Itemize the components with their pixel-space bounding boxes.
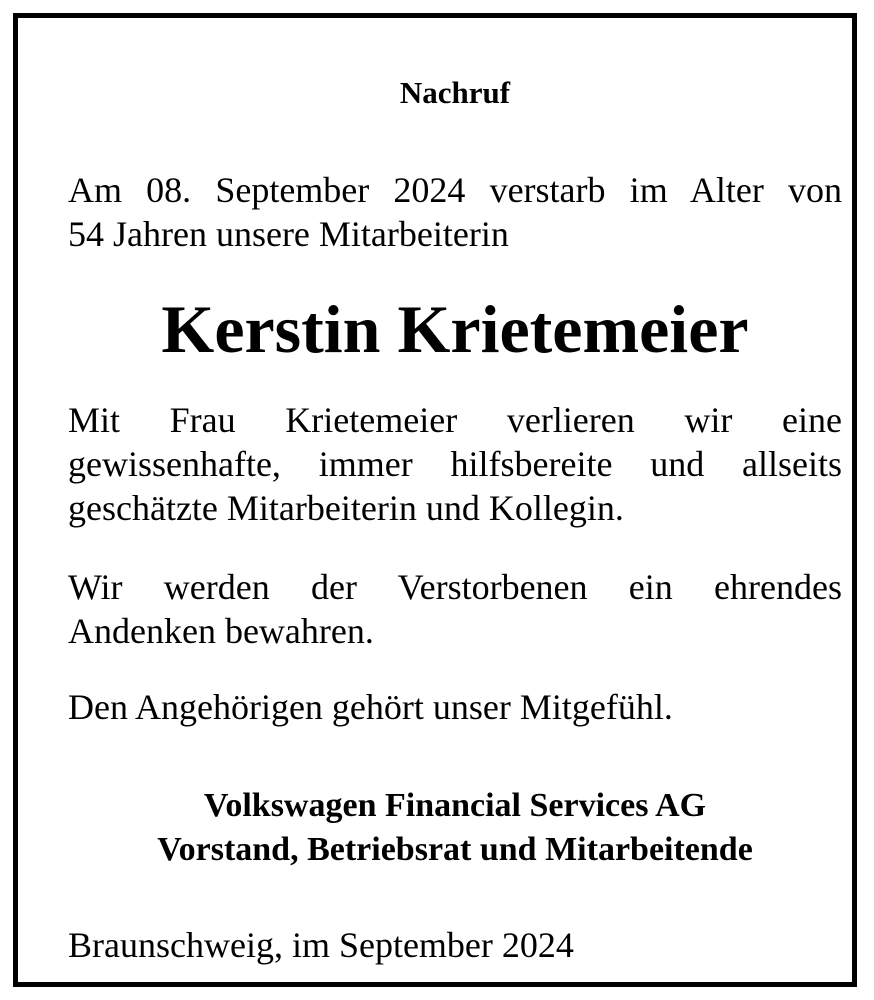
organization-bodies: Vorstand, Betriebsrat und Mitarbeitende (157, 831, 753, 868)
obituary-heading: Nachruf (399, 75, 511, 110)
condolence-paragraph (68, 685, 842, 729)
tribute-line-1: Mit Frau Krietemeier verlieren wir eine (68, 400, 842, 440)
organization-name: Volkswagen Financial Services AG (203, 787, 707, 824)
organization-signature (68, 784, 842, 872)
tribute-line-2: gewissenhafte, immer hilfsbereite und allseits (68, 444, 842, 484)
remembrance-paragraph (68, 565, 842, 653)
remembrance-line-2: Andenken bewahren. (68, 611, 374, 651)
tribute-paragraph (68, 398, 842, 530)
place-date: Braunschweig, im September 2024 (68, 925, 574, 965)
intro-line-2: 54 Jahren unsere Mitarbeiterin (68, 214, 509, 254)
tribute-line-3: geschätzte Mitarbeiterin und Kollegin. (68, 488, 624, 528)
obituary-frame (13, 13, 857, 987)
intro-paragraph (68, 168, 842, 256)
condolence-line: Den Angehörigen gehört unser Mitgefühl. (68, 687, 673, 727)
deceased-name: Kerstin Krietemeier (161, 291, 749, 367)
remembrance-line-1: Wir werden der Verstorbenen ein ehrendes (68, 567, 842, 607)
intro-line-1: Am 08. September 2024 verstarb im Alter von (68, 170, 842, 210)
